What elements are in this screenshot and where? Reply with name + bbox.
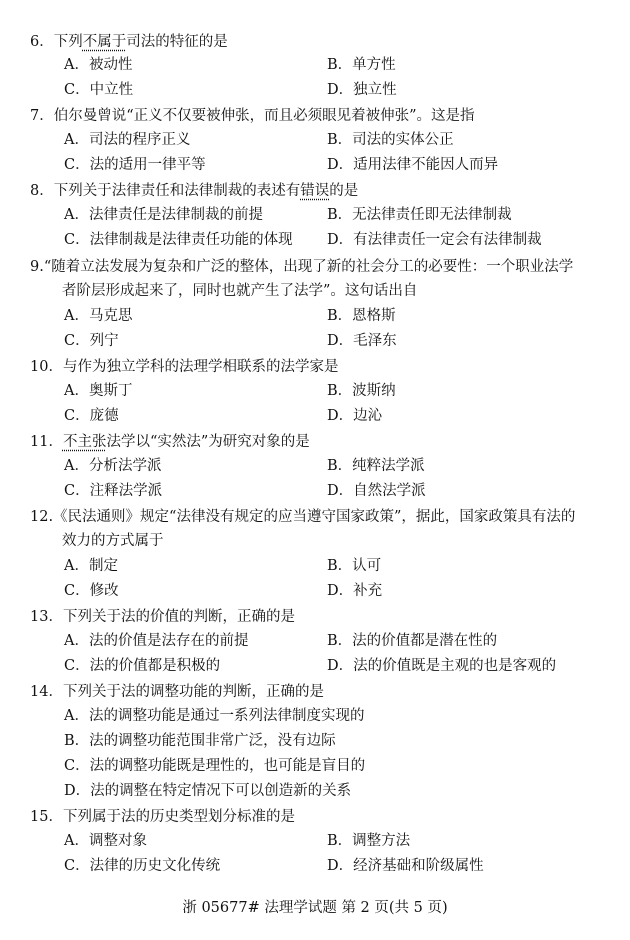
option-a: A．调整对象 — [64, 833, 147, 849]
option-b: B．纯粹法学派 — [327, 458, 425, 474]
option-a: A．司法的程序正义 — [64, 132, 191, 148]
option-a: A．制定 — [64, 558, 118, 574]
option-b: B．无法律责任即无法律制裁 — [327, 207, 512, 223]
question-9-stem-line1: 9.“随着立法发展为复杂和广泛的整体，出现了新的社会分工的必要性：一个职业法学 — [30, 259, 574, 275]
option-c: C．修改 — [64, 583, 119, 599]
option-d: D．补充 — [327, 583, 383, 599]
question-9-stem-line2: 者阶层形成起来了，同时也就产生了法学”。这句话出自 — [62, 283, 418, 299]
question-12-stem-line2: 效力的方式属于 — [62, 533, 164, 549]
option-a: A．分析法学派 — [64, 458, 162, 474]
question-15-stem: 15．下列属于法的历史类型划分标准的是 — [30, 809, 295, 825]
stem-text: 6．下列 — [30, 34, 83, 50]
option-d: D．法的价值既是主观的也是客观的 — [327, 658, 557, 674]
option-b: B．恩格斯 — [327, 308, 396, 324]
option-d: D．独立性 — [327, 82, 397, 98]
option-d: D．法的调整在特定情况下可以创造新的关系 — [64, 783, 352, 799]
option-b: B．认可 — [327, 558, 382, 574]
question-14-stem: 14．下列关于法的调整功能的判断，正确的是 — [30, 684, 324, 700]
option-b: B．法的调整功能范围非常广泛，没有边际 — [64, 733, 336, 749]
stem-text: 司法的特征的是 — [126, 34, 228, 50]
question-13-stem: 13．下列关于法的价值的判断，正确的是 — [30, 609, 295, 625]
question-8-stem — [30, 181, 358, 201]
option-a: A．法的价值是法存在的前提 — [64, 633, 249, 649]
option-b: B．法的价值都是潜在性的 — [327, 633, 498, 649]
option-c: C．列宁 — [64, 333, 119, 349]
emphasis-text: 错误 — [300, 183, 330, 199]
option-b: B．波斯纳 — [327, 383, 396, 399]
option-a: A．法律责任是法律制裁的前提 — [64, 207, 263, 223]
question-12-stem-line1: 12.《民法通则》规定“法律没有规定的应当遵守国家政策”，据此，国家政策具有法的 — [30, 509, 576, 525]
option-c: C．法律制裁是法律责任功能的体现 — [64, 232, 293, 248]
option-d: D．经济基础和阶级属性 — [327, 858, 484, 874]
option-d: D．自然法学派 — [327, 483, 426, 499]
question-10-stem: 10．与作为独立学科的法理学相联系的法学家是 — [30, 359, 339, 375]
stem-text: 8．下列关于法律责任和法律制裁的表述有 — [30, 183, 301, 199]
option-a: A．被动性 — [64, 57, 133, 73]
option-d: D．适用法律不能因人而异 — [327, 157, 499, 173]
option-a: A．马克思 — [64, 308, 133, 324]
option-b: B．司法的实体公正 — [327, 132, 454, 148]
stem-text: 11． — [30, 434, 63, 450]
option-c: C．法律的历史文化传统 — [64, 858, 221, 874]
option-c: C．法的价值都是积极的 — [64, 658, 221, 674]
option-d: D．毛泽东 — [327, 333, 397, 349]
page-footer: 浙 05677# 法理学试题 第 2 页(共 5 页) — [182, 900, 448, 916]
stem-text: 法学以“实然法”为研究对象的是 — [106, 434, 310, 450]
option-d: D．边沁 — [327, 408, 383, 424]
option-c: C．法的调整功能既是理性的，也可能是盲目的 — [64, 758, 366, 774]
stem-text: 的是 — [329, 183, 359, 199]
option-c: C．庞德 — [64, 408, 119, 424]
option-c: C．中立性 — [64, 82, 134, 98]
option-b: B．调整方法 — [327, 833, 411, 849]
emphasis-text: 不属于 — [82, 34, 127, 50]
option-c: C．法的适用一律平等 — [64, 157, 206, 173]
option-a: A．奥斯丁 — [64, 383, 133, 399]
option-a: A．法的调整功能是通过一系列法律制度实现的 — [64, 708, 365, 724]
emphasis-text: 不主张 — [62, 434, 107, 450]
question-7-stem: 7．伯尔曼曾说“正义不仅要被伸张，而且必须眼见着被伸张”。这是指 — [30, 108, 475, 124]
question-6-stem — [30, 32, 228, 52]
option-d: D．有法律责任一定会有法律制裁 — [327, 232, 542, 248]
option-c: C．注释法学派 — [64, 483, 163, 499]
option-b: B．单方性 — [327, 57, 396, 73]
question-11-stem — [30, 432, 310, 452]
